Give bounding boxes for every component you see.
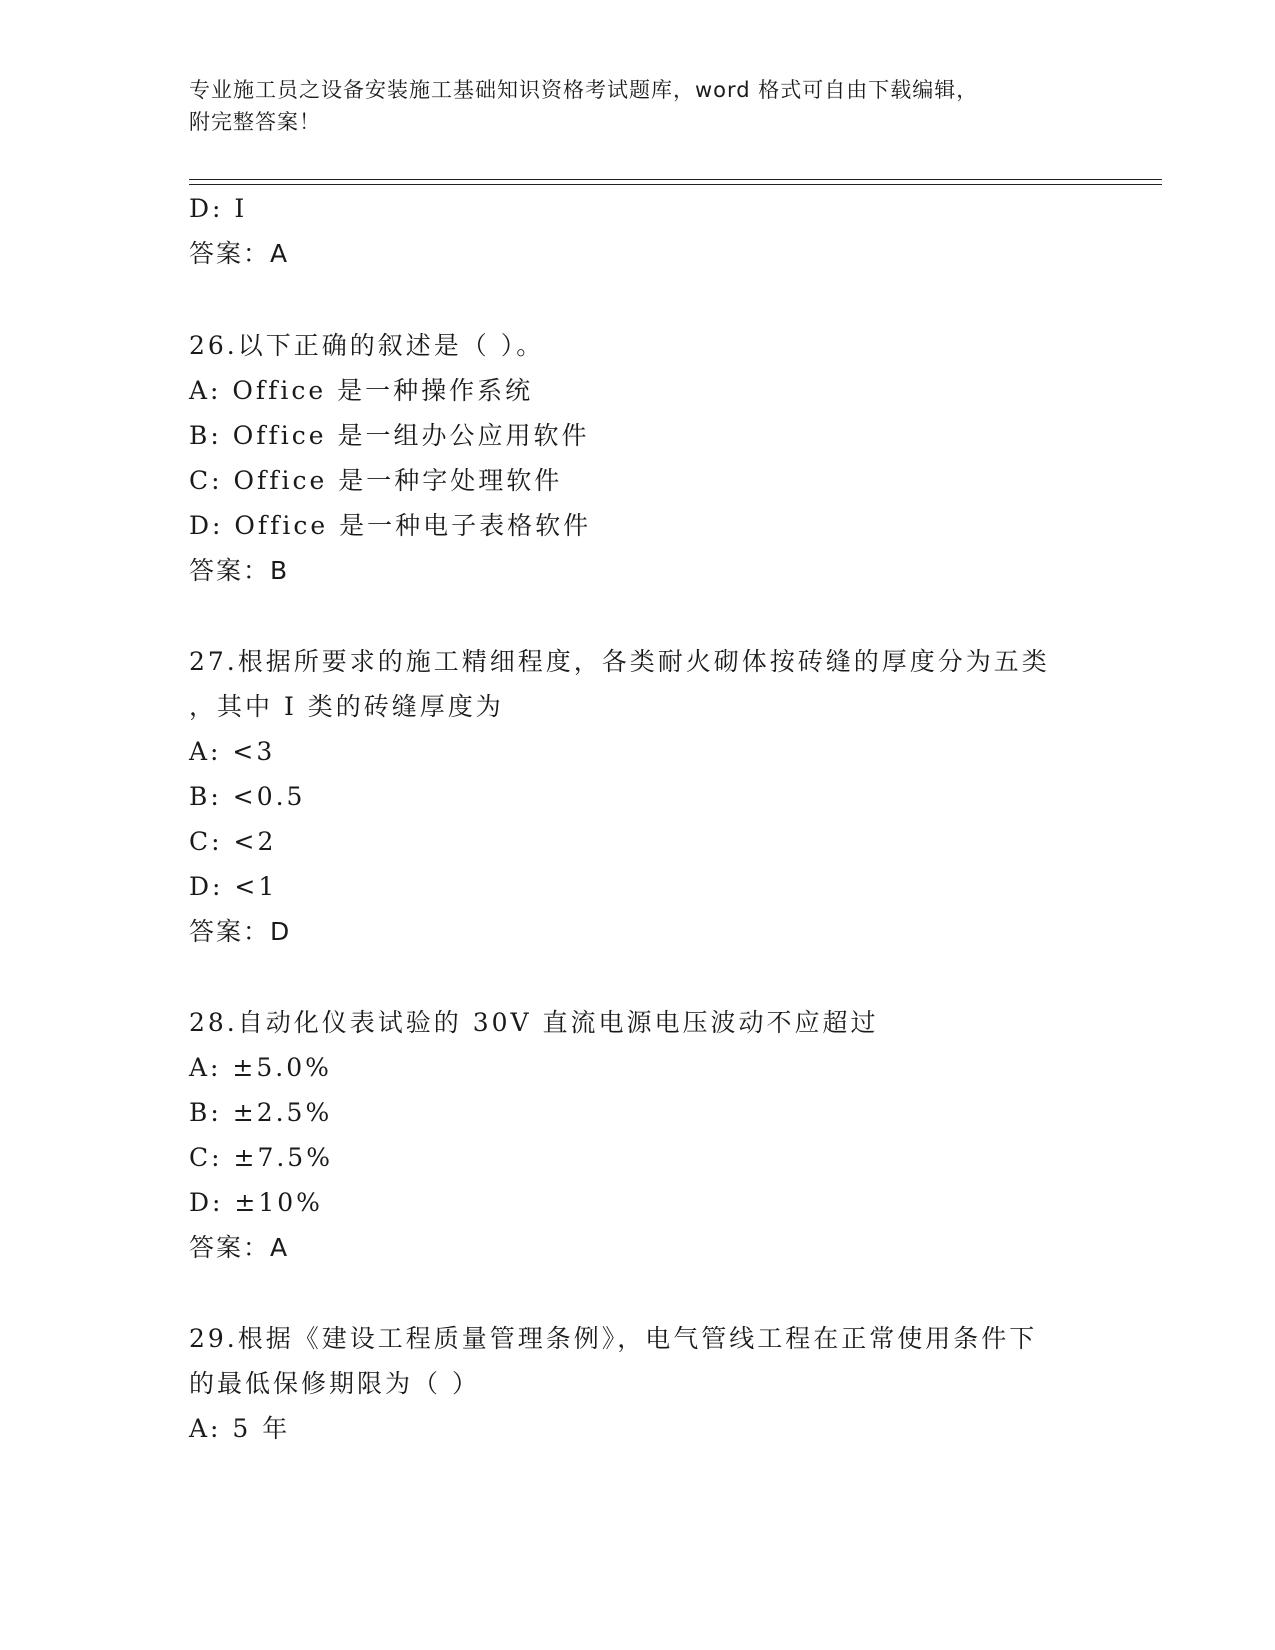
q26-answer: 答案：B xyxy=(189,556,290,585)
q29-option-a: A: 5 年 xyxy=(189,1414,291,1443)
q26-option-b: B: Office 是一组办公应用软件 xyxy=(189,421,590,450)
header-divider-top xyxy=(189,179,1162,180)
option-d: D: I xyxy=(189,194,248,223)
q27-option-b: B: <0.5 xyxy=(189,782,306,811)
question-27-line-1: 27.根据所要求的施工精细程度，各类耐火砌体按砖缝的厚度分为五类 xyxy=(189,647,1050,676)
q28-option-d: D: ±10% xyxy=(189,1188,323,1217)
q26-option-d: D: Office 是一种电子表格软件 xyxy=(189,511,592,540)
question-27-line-2: ，其中 I 类的砖缝厚度为 xyxy=(189,692,504,721)
q28-option-c: C: ±7.5% xyxy=(189,1143,333,1172)
q27-option-d: D: <1 xyxy=(189,872,278,901)
question-28: 28.自动化仪表试验的 30V 直流电源电压波动不应超过 xyxy=(189,1008,879,1037)
q28-answer: 答案：A xyxy=(189,1233,290,1262)
answer: 答案：A xyxy=(189,239,290,268)
header-line-2: 附完整答案！ xyxy=(189,110,321,134)
q28-option-b: B: ±2.5% xyxy=(189,1098,333,1127)
q26-option-a: A: Office 是一种操作系统 xyxy=(189,376,534,405)
header-line-1: 专业施工员之设备安装施工基础知识资格考试题库，word 格式可自由下载编辑， xyxy=(189,78,979,102)
q28-option-a: A: ±5.0% xyxy=(189,1053,332,1082)
q26-option-c: C: Office 是一种字处理软件 xyxy=(189,466,563,495)
question-29-line-2: 的最低保修期限为（ ） xyxy=(189,1369,480,1398)
document-header xyxy=(189,74,1069,138)
question-26: 26.以下正确的叙述是（ ）。 xyxy=(189,331,545,360)
q27-option-a: A: <3 xyxy=(189,737,276,766)
q27-answer: 答案：D xyxy=(189,917,292,946)
header-divider-bottom xyxy=(189,184,1162,185)
question-29-line-1: 29.根据《建设工程质量管理条例》，电气管线工程在正常使用条件下 xyxy=(189,1324,1038,1353)
q27-option-c: C: <2 xyxy=(189,827,277,856)
